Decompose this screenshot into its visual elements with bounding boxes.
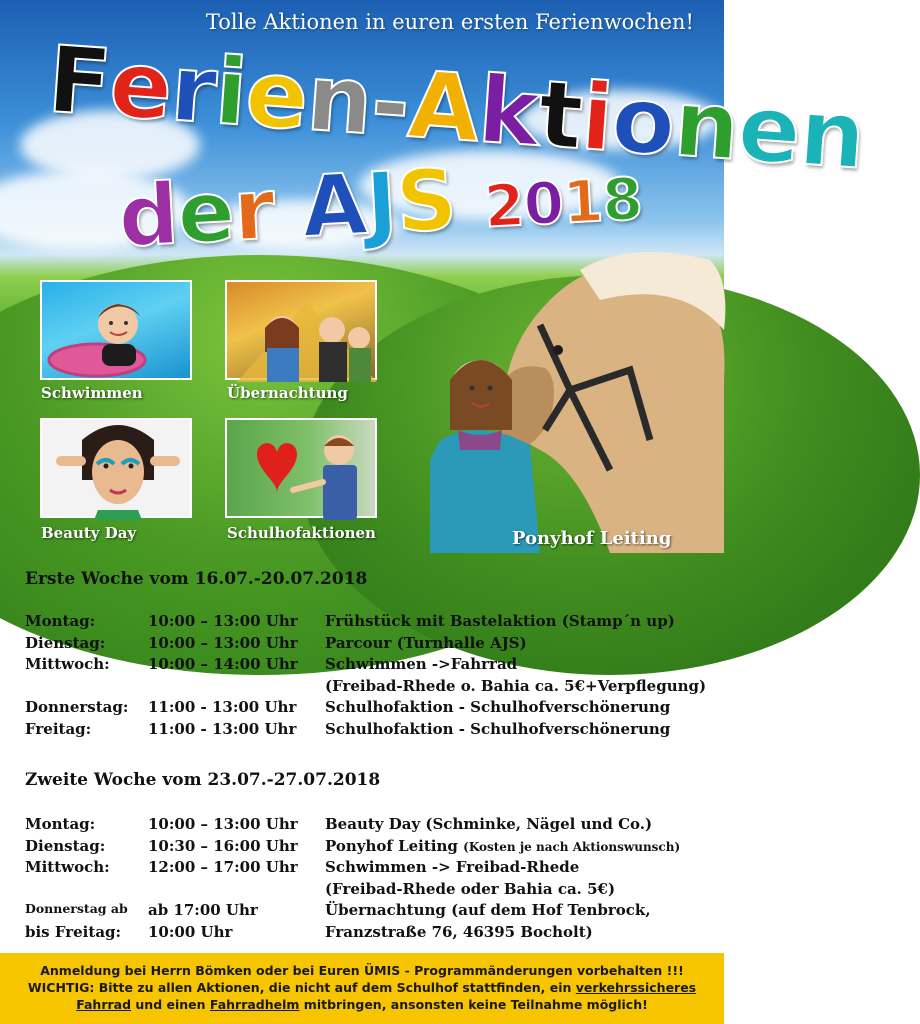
- title-letter: n: [303, 44, 376, 156]
- title-letter: F: [44, 26, 114, 138]
- schedule-time: 10:00 – 14:00 Uhr: [148, 655, 298, 673]
- footer-notice: [0, 953, 724, 1024]
- activity-text: Franzstraße 76, 46395 Bocholt): [325, 922, 593, 941]
- footer-emphasis: Fahrradhelm: [209, 997, 300, 1012]
- footer-text: Bitte zu allen Aktionen, die nicht auf dem Schulhof stattfinden, ein: [94, 980, 576, 995]
- schedule-row: [25, 923, 715, 945]
- schedule-day: Mittwoch:: [25, 858, 110, 876]
- schedule-time: 11:00 - 13:00 Uhr: [148, 698, 297, 716]
- activity-text: Ponyhof Leiting: [325, 836, 458, 855]
- title-letter: 2: [482, 170, 526, 241]
- schedule-day: Freitag:: [25, 719, 92, 738]
- title-year: [483, 165, 644, 241]
- photo-label-schoolyard: Schulhofaktionen: [227, 524, 376, 542]
- title-letter: r: [230, 159, 277, 260]
- footer-wichtig: WICHTIG:: [27, 980, 95, 995]
- schedule-activity: Frühstück mit Bastelaktion (Stamp´n up): [325, 612, 675, 630]
- schedule-row: [25, 698, 715, 720]
- schedule-day: Mittwoch:: [25, 655, 110, 673]
- schedule-row: [25, 858, 715, 880]
- title-letter: d: [116, 164, 181, 266]
- title-letter: [453, 149, 486, 248]
- title-letter: i: [211, 37, 250, 147]
- footer-line-3: [0, 996, 724, 1013]
- activity-text: Übernachtung (auf dem Hof Tenbrock,: [325, 901, 651, 919]
- photo-beauty-day: [40, 418, 192, 518]
- schedule-row: [25, 837, 715, 859]
- week2-title: Zweite Woche vom 23.07.-27.07.2018: [25, 770, 381, 790]
- schedule-row: [25, 634, 715, 656]
- schedule-time: 10:00 – 13:00 Uhr: [148, 633, 298, 652]
- title-letter: S: [393, 150, 459, 252]
- schedule-activity: Schwimmen ->Fahrrad: [325, 655, 518, 673]
- photo-swimming: [40, 280, 192, 380]
- activity-text: Beauty Day (Schminke, Nägel und Co.): [325, 815, 653, 833]
- title-letter: A: [404, 51, 483, 163]
- schedule-activity: [325, 880, 615, 898]
- photo-label-swimming: Schwimmen: [41, 384, 143, 402]
- schedule-day: Montag:: [25, 815, 96, 833]
- schedule-time: 12:00 – 17:00 Uhr: [148, 858, 298, 876]
- title-letter: -: [367, 48, 413, 158]
- footer-text: und einen: [131, 997, 210, 1012]
- title-letter: i: [577, 63, 616, 173]
- title-letter: 8: [600, 164, 644, 235]
- title-letter: k: [474, 56, 543, 168]
- schedule-row: [25, 655, 715, 677]
- title-letter: t: [535, 60, 586, 171]
- overnight-illustration: [227, 282, 379, 382]
- title-letter: n: [670, 69, 743, 182]
- week2-schedule: [25, 815, 715, 944]
- schedule-activity: (Freibad-Rhede o. Bahia ca. 5€+Verpflegung): [325, 676, 707, 695]
- title-letter: 1: [561, 166, 605, 237]
- schedule-day: Donnerstag:: [25, 698, 129, 716]
- title-letter: n: [796, 78, 868, 190]
- activity-note: (Kosten je nach Aktionswunsch): [463, 839, 681, 854]
- title-letter: 0: [521, 168, 565, 239]
- schedule-time: ab 17:00 Uhr: [148, 901, 258, 919]
- title-letter: e: [734, 74, 804, 186]
- title-letter: A: [299, 155, 369, 257]
- schedule-row: [25, 677, 715, 699]
- activity-text: (Freibad-Rhede oder Bahia ca. 5€): [325, 879, 616, 898]
- tagline: Tolle Aktionen in euren ersten Ferienwochen!: [205, 10, 694, 34]
- pony-illustration: [430, 240, 724, 553]
- schoolyard-illustration: [227, 420, 379, 520]
- schedule-time: 10:00 – 13:00 Uhr: [148, 612, 298, 630]
- photo-schoolyard: [225, 418, 377, 518]
- swimming-illustration: [42, 282, 194, 382]
- schedule-time: 10:00 Uhr: [148, 922, 233, 941]
- schedule-row: [25, 612, 715, 634]
- schedule-activity: Schulhofaktion - Schulhofverschönerung: [325, 719, 671, 738]
- footer-text: mitbringen, ansonsten keine Teilnahme möglich!: [299, 997, 648, 1012]
- schedule-activity: [325, 901, 651, 919]
- title-letter: e: [242, 39, 311, 151]
- schedule-day: bis Freitag:: [25, 922, 122, 941]
- schedule-activity: [325, 837, 680, 855]
- footer-line-2: [0, 979, 724, 996]
- schedule-activity: Parcour (Turnhalle AJS): [325, 633, 527, 652]
- footer-emphasis: verkehrssicheres: [575, 980, 697, 995]
- photo-overnight: [225, 280, 377, 380]
- title-letter: e: [106, 30, 175, 142]
- footer-line-1: Anmeldung bei Herrn Bömken oder bei Euren ÜMIS - Programmänderungen vorbehalten !!!: [40, 963, 684, 978]
- activity-text: Schwimmen -> Freibad-Rhede: [325, 858, 580, 876]
- beauty-illustration: [42, 420, 194, 520]
- week1-schedule: [25, 612, 715, 741]
- title-letter: o: [608, 65, 678, 177]
- schedule-day: Donnerstag ab: [25, 901, 128, 916]
- footer-emphasis: Fahrrad: [76, 997, 132, 1012]
- title-letter: e: [175, 161, 237, 263]
- schedule-day: Montag:: [25, 612, 96, 630]
- schedule-row: [25, 815, 715, 837]
- photo-label-overnight: Übernachtung: [227, 384, 348, 402]
- title-letter: r: [167, 34, 220, 145]
- schedule-time: 11:00 - 13:00 Uhr: [148, 719, 297, 738]
- schedule-activity: [325, 923, 593, 941]
- week1-title: Erste Woche vom 16.07.-20.07.2018: [25, 569, 368, 589]
- schedule-time: 10:30 – 16:00 Uhr: [148, 836, 298, 855]
- pony-and-girl-icon: [430, 240, 724, 553]
- schedule-row: [25, 901, 715, 923]
- schedule-row: [25, 880, 715, 902]
- schedule-day: Dienstag:: [25, 836, 106, 855]
- schedule-activity: Schulhofaktion - Schulhofverschönerung: [325, 698, 671, 716]
- photo-label-beauty-day: Beauty Day: [41, 524, 137, 542]
- schedule-row: [25, 720, 715, 742]
- title-letter: J: [363, 153, 399, 253]
- schedule-activity: [325, 858, 579, 876]
- photo-label-ponyhof: Ponyhof Leiting: [512, 528, 672, 549]
- schedule-activity: [325, 815, 652, 833]
- schedule-time: 10:00 – 13:00 Uhr: [148, 815, 298, 833]
- schedule-day: Dienstag:: [25, 633, 106, 652]
